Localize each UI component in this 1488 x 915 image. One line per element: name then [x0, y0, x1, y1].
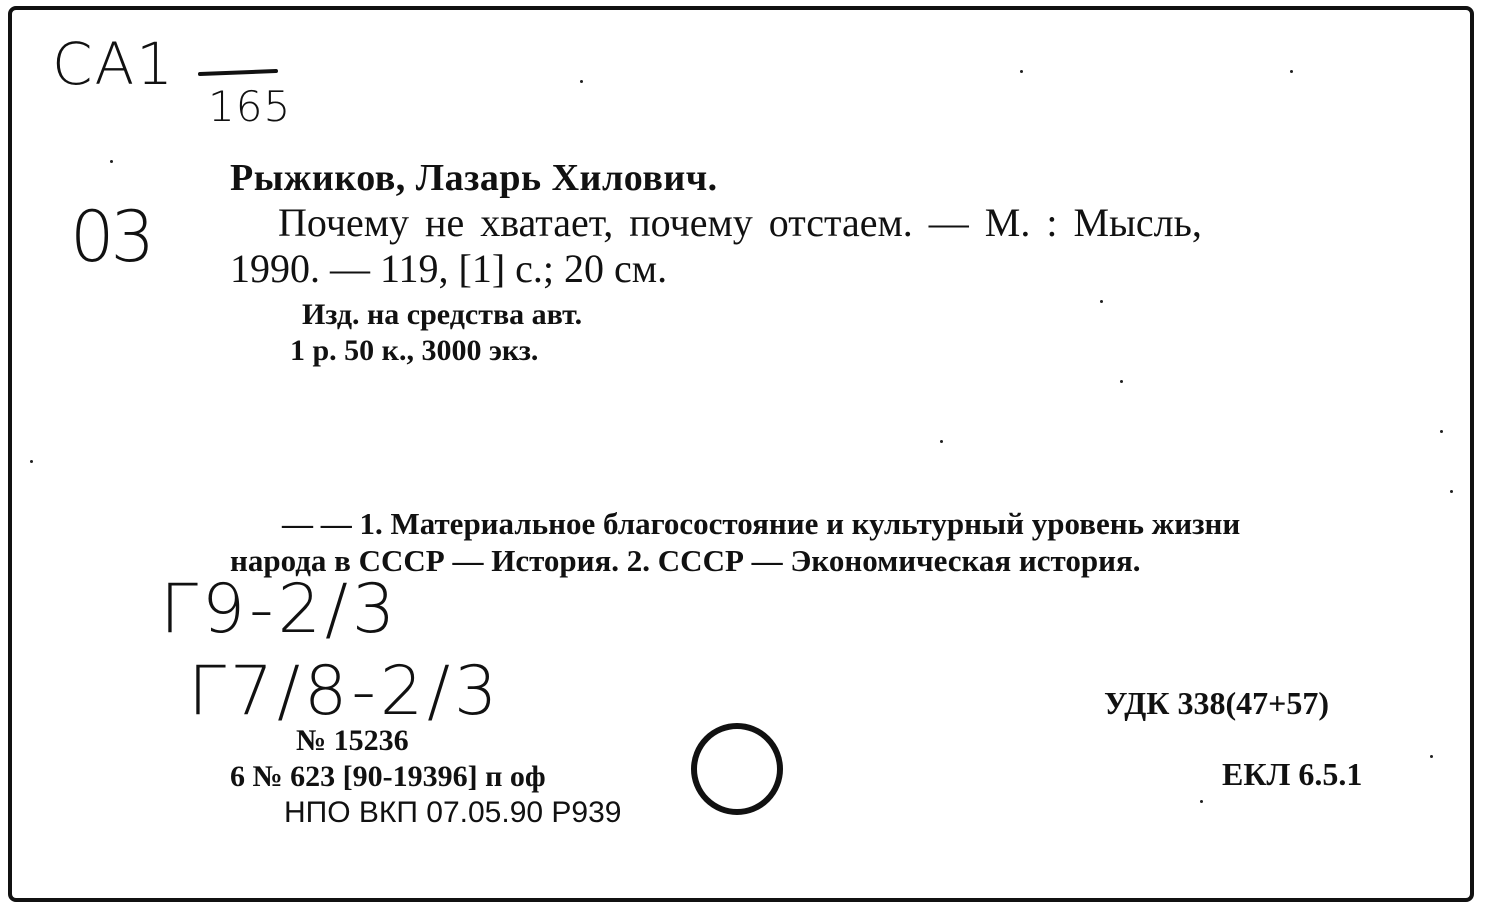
udk-code: УДК 338(47+57): [1104, 685, 1330, 721]
ekl-code: ЕКЛ 6.5.1: [1222, 756, 1363, 792]
handwritten-left-mark: 03: [70, 196, 152, 278]
scan-speckle: [1120, 380, 1123, 383]
handwritten-shelfmark-top: CA1: [52, 30, 176, 98]
title-line-1: Почему не хватает, почему отстаем. — М. : Мысль,: [278, 200, 1202, 245]
scan-speckle: [1440, 430, 1443, 433]
subjects-line-1: — — 1. Материальное благосостояние и культурный уровень жизни: [282, 506, 1241, 541]
note-price-print-run: 1 р. 50 к., 3000 экз.: [290, 334, 539, 367]
scan-speckle: [580, 80, 583, 83]
scan-speckle: [940, 440, 943, 443]
scan-speckle: [1430, 755, 1433, 758]
scan-speckle: [1100, 300, 1103, 303]
scan-speckle: [1020, 70, 1023, 73]
handwritten-note-1: Г9-2/3: [160, 570, 400, 649]
title-line-2: 1990. — 119, [1] с.; 20 см.: [230, 246, 668, 291]
subjects-line-2: народа в СССР — История. 2. СССР — Экономическая история.: [230, 543, 1141, 578]
handwritten-note-2: Г7/8-2/3: [188, 652, 502, 731]
scan-speckle: [1290, 70, 1293, 73]
handwritten-shelfmark-bottom: 165: [208, 82, 292, 131]
scan-speckle: [110, 160, 113, 163]
scan-speckle: [30, 460, 33, 463]
scan-speckle: [1450, 490, 1453, 493]
scan-speckle: [1200, 800, 1203, 803]
printer-info: НПО ВКП 07.05.90 Р939: [284, 796, 622, 829]
print-info: 6 № 623 [90-19396] п оф: [230, 760, 546, 793]
note-publisher-funding: Изд. на средства авт.: [302, 298, 583, 331]
card-number: № 15236: [296, 724, 409, 757]
author-heading: Рыжиков, Лазарь Хилович.: [230, 157, 718, 199]
